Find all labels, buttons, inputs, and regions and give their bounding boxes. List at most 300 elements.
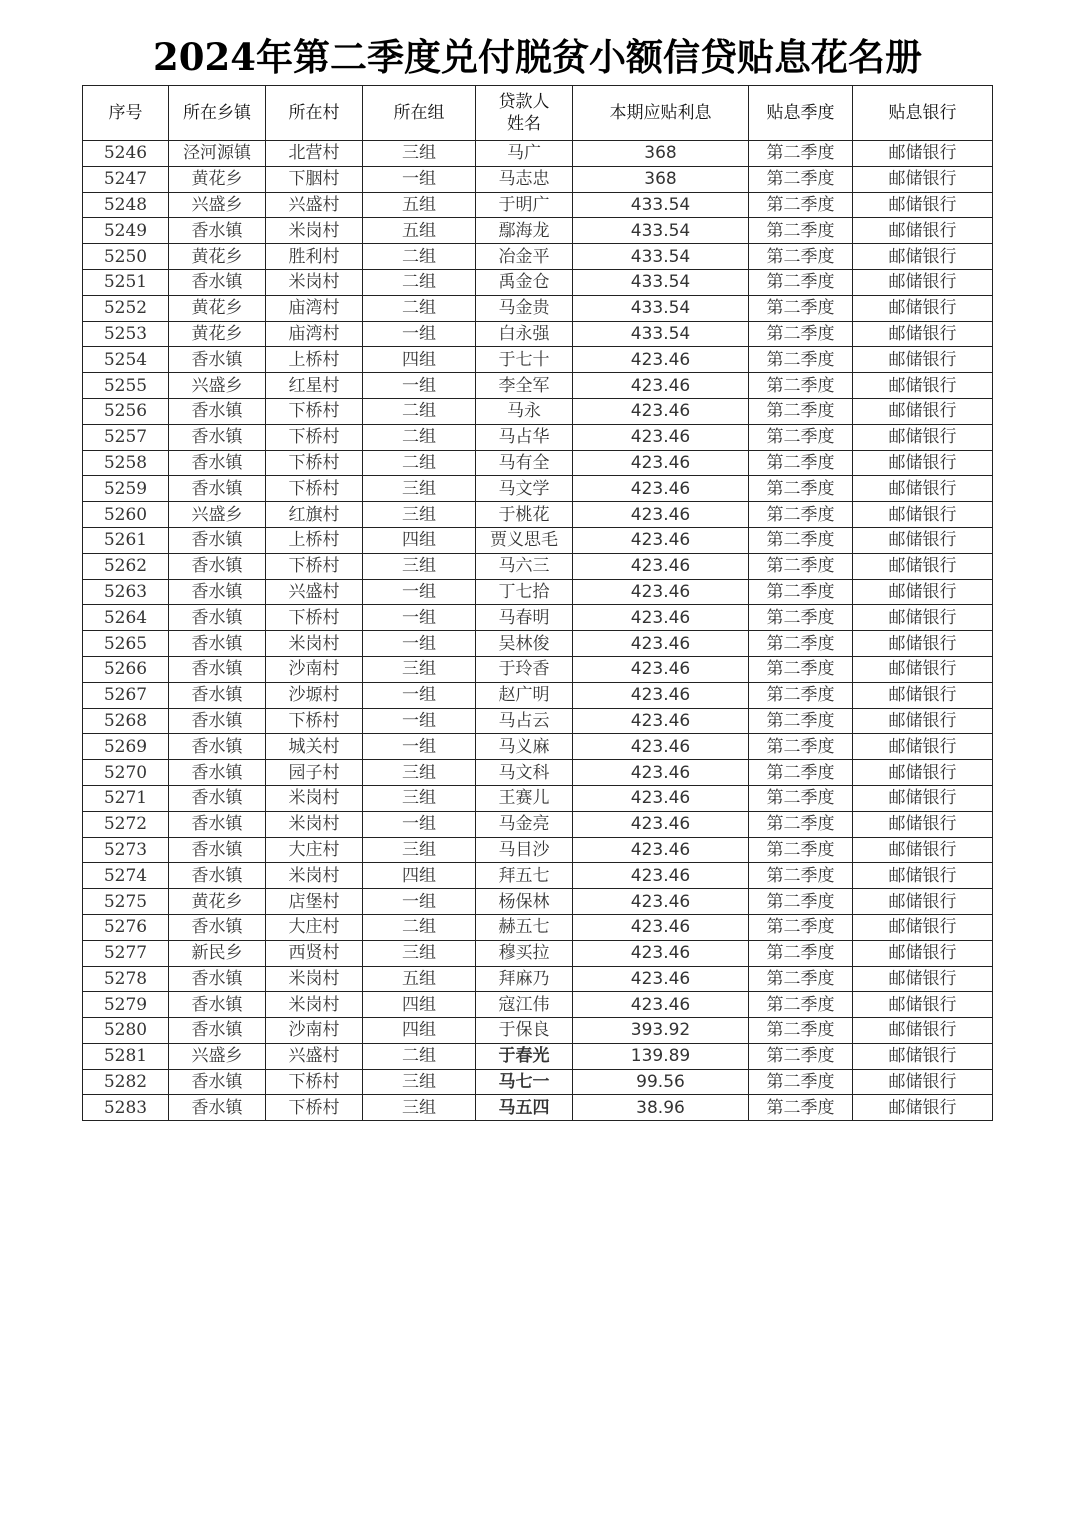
table-row xyxy=(83,734,993,760)
cell-interest: 423.46 xyxy=(573,450,749,476)
cell-village: 米岗村 xyxy=(266,218,363,244)
cell-town: 香水镇 xyxy=(169,527,266,553)
cell-borrower-name: 白永强 xyxy=(476,321,573,347)
cell-borrower-name: 马永 xyxy=(476,398,573,424)
cell-group: 三组 xyxy=(363,785,476,811)
table-row xyxy=(83,708,993,734)
cell-quarter: 第二季度 xyxy=(749,502,853,528)
cell-town: 兴盛乡 xyxy=(169,373,266,399)
cell-town: 香水镇 xyxy=(169,785,266,811)
table-row xyxy=(83,269,993,295)
cell-borrower-name: 马六三 xyxy=(476,553,573,579)
cell-interest: 423.46 xyxy=(573,863,749,889)
cell-bank: 邮储银行 xyxy=(853,244,993,270)
cell-bank: 邮储银行 xyxy=(853,502,993,528)
cell-no: 5272 xyxy=(83,811,169,837)
cell-quarter: 第二季度 xyxy=(749,631,853,657)
cell-village: 米岗村 xyxy=(266,631,363,657)
cell-no: 5246 xyxy=(83,141,169,167)
table-row xyxy=(83,1043,993,1069)
cell-bank: 邮储银行 xyxy=(853,321,993,347)
cell-bank: 邮储银行 xyxy=(853,631,993,657)
cell-no: 5264 xyxy=(83,605,169,631)
cell-interest: 423.46 xyxy=(573,708,749,734)
cell-group: 四组 xyxy=(363,863,476,889)
cell-village: 下桥村 xyxy=(266,398,363,424)
cell-group: 一组 xyxy=(363,631,476,657)
cell-borrower-name: 马占云 xyxy=(476,708,573,734)
cell-borrower-name: 马有全 xyxy=(476,450,573,476)
table-row xyxy=(83,1018,993,1044)
cell-interest: 423.46 xyxy=(573,940,749,966)
cell-interest: 423.46 xyxy=(573,424,749,450)
cell-no: 5269 xyxy=(83,734,169,760)
cell-group: 二组 xyxy=(363,914,476,940)
cell-quarter: 第二季度 xyxy=(749,1095,853,1121)
cell-group: 一组 xyxy=(363,373,476,399)
cell-interest: 423.46 xyxy=(573,734,749,760)
table-row xyxy=(83,321,993,347)
cell-town: 香水镇 xyxy=(169,1018,266,1044)
cell-bank: 邮储银行 xyxy=(853,992,993,1018)
cell-village: 大庄村 xyxy=(266,914,363,940)
cell-interest: 423.46 xyxy=(573,811,749,837)
cell-quarter: 第二季度 xyxy=(749,760,853,786)
cell-bank: 邮储银行 xyxy=(853,450,993,476)
cell-town: 兴盛乡 xyxy=(169,1043,266,1069)
cell-quarter: 第二季度 xyxy=(749,347,853,373)
table-row xyxy=(83,218,993,244)
cell-bank: 邮储银行 xyxy=(853,373,993,399)
cell-no: 5277 xyxy=(83,940,169,966)
cell-no: 5283 xyxy=(83,1095,169,1121)
cell-group: 三组 xyxy=(363,837,476,863)
cell-no: 5251 xyxy=(83,269,169,295)
cell-interest: 423.46 xyxy=(573,966,749,992)
cell-borrower-name: 冶金平 xyxy=(476,244,573,270)
cell-bank: 邮储银行 xyxy=(853,1043,993,1069)
cell-bank: 邮储银行 xyxy=(853,166,993,192)
cell-group: 三组 xyxy=(363,1095,476,1121)
cell-group: 一组 xyxy=(363,321,476,347)
cell-bank: 邮储银行 xyxy=(853,708,993,734)
cell-interest: 423.46 xyxy=(573,398,749,424)
cell-village: 下桥村 xyxy=(266,1095,363,1121)
cell-village: 沙塬村 xyxy=(266,682,363,708)
cell-borrower-name: 穆买拉 xyxy=(476,940,573,966)
cell-quarter: 第二季度 xyxy=(749,141,853,167)
cell-bank: 邮储银行 xyxy=(853,347,993,373)
cell-bank: 邮储银行 xyxy=(853,889,993,915)
cell-no: 5275 xyxy=(83,889,169,915)
cell-no: 5271 xyxy=(83,785,169,811)
cell-bank: 邮储银行 xyxy=(853,579,993,605)
table-row xyxy=(83,527,993,553)
cell-no: 5261 xyxy=(83,527,169,553)
cell-bank: 邮储银行 xyxy=(853,682,993,708)
cell-town: 香水镇 xyxy=(169,914,266,940)
cell-group: 一组 xyxy=(363,166,476,192)
cell-village: 兴盛村 xyxy=(266,192,363,218)
cell-interest: 423.46 xyxy=(573,553,749,579)
header-no: 序号 xyxy=(83,86,169,141)
cell-group: 二组 xyxy=(363,450,476,476)
cell-quarter: 第二季度 xyxy=(749,837,853,863)
cell-no: 5250 xyxy=(83,244,169,270)
cell-village: 下桥村 xyxy=(266,1069,363,1095)
cell-group: 二组 xyxy=(363,269,476,295)
cell-group: 三组 xyxy=(363,656,476,682)
cell-bank: 邮储银行 xyxy=(853,192,993,218)
cell-quarter: 第二季度 xyxy=(749,244,853,270)
cell-no: 5281 xyxy=(83,1043,169,1069)
cell-group: 三组 xyxy=(363,502,476,528)
cell-group: 一组 xyxy=(363,682,476,708)
cell-borrower-name: 马金贵 xyxy=(476,295,573,321)
cell-village: 下桥村 xyxy=(266,450,363,476)
cell-no: 5255 xyxy=(83,373,169,399)
cell-interest: 423.46 xyxy=(573,527,749,553)
cell-village: 上桥村 xyxy=(266,347,363,373)
cell-quarter: 第二季度 xyxy=(749,966,853,992)
table-row xyxy=(83,579,993,605)
cell-interest: 99.56 xyxy=(573,1069,749,1095)
header-quarter: 贴息季度 xyxy=(749,86,853,141)
subsidy-roster-table xyxy=(82,85,993,1121)
cell-borrower-name: 马广 xyxy=(476,141,573,167)
cell-interest: 423.46 xyxy=(573,605,749,631)
cell-town: 香水镇 xyxy=(169,734,266,760)
cell-bank: 邮储银行 xyxy=(853,605,993,631)
table-body xyxy=(83,141,993,1121)
cell-town: 香水镇 xyxy=(169,605,266,631)
cell-town: 香水镇 xyxy=(169,450,266,476)
cell-town: 兴盛乡 xyxy=(169,192,266,218)
table-row xyxy=(83,450,993,476)
cell-town: 香水镇 xyxy=(169,347,266,373)
cell-quarter: 第二季度 xyxy=(749,553,853,579)
cell-group: 一组 xyxy=(363,605,476,631)
cell-town: 香水镇 xyxy=(169,837,266,863)
cell-borrower-name: 于七十 xyxy=(476,347,573,373)
cell-quarter: 第二季度 xyxy=(749,1018,853,1044)
cell-borrower-name: 马文科 xyxy=(476,760,573,786)
cell-quarter: 第二季度 xyxy=(749,992,853,1018)
table-row xyxy=(83,811,993,837)
cell-town: 兴盛乡 xyxy=(169,502,266,528)
cell-no: 5266 xyxy=(83,656,169,682)
cell-quarter: 第二季度 xyxy=(749,476,853,502)
cell-borrower-name: 马金亮 xyxy=(476,811,573,837)
cell-village: 北营村 xyxy=(266,141,363,167)
cell-town: 香水镇 xyxy=(169,682,266,708)
cell-no: 5249 xyxy=(83,218,169,244)
cell-borrower-name: 赫五七 xyxy=(476,914,573,940)
cell-town: 香水镇 xyxy=(169,218,266,244)
cell-no: 5282 xyxy=(83,1069,169,1095)
cell-borrower-name: 禹金仓 xyxy=(476,269,573,295)
cell-no: 5274 xyxy=(83,863,169,889)
cell-bank: 邮储银行 xyxy=(853,398,993,424)
header-group: 所在组 xyxy=(363,86,476,141)
header-village: 所在村 xyxy=(266,86,363,141)
table-row xyxy=(83,837,993,863)
cell-group: 三组 xyxy=(363,760,476,786)
table-row xyxy=(83,966,993,992)
cell-town: 新民乡 xyxy=(169,940,266,966)
cell-village: 米岗村 xyxy=(266,966,363,992)
cell-quarter: 第二季度 xyxy=(749,1069,853,1095)
cell-quarter: 第二季度 xyxy=(749,398,853,424)
cell-village: 店堡村 xyxy=(266,889,363,915)
cell-quarter: 第二季度 xyxy=(749,914,853,940)
cell-no: 5259 xyxy=(83,476,169,502)
cell-interest: 433.54 xyxy=(573,218,749,244)
cell-interest: 423.46 xyxy=(573,476,749,502)
cell-no: 5254 xyxy=(83,347,169,373)
cell-town: 黄花乡 xyxy=(169,321,266,347)
cell-bank: 邮储银行 xyxy=(853,218,993,244)
cell-village: 红旗村 xyxy=(266,502,363,528)
cell-borrower-name: 拜五七 xyxy=(476,863,573,889)
table-row xyxy=(83,656,993,682)
cell-borrower-name: 马五四 xyxy=(476,1095,573,1121)
cell-interest: 368 xyxy=(573,166,749,192)
cell-no: 5280 xyxy=(83,1018,169,1044)
cell-village: 兴盛村 xyxy=(266,579,363,605)
table-row xyxy=(83,785,993,811)
table-row xyxy=(83,553,993,579)
cell-no: 5263 xyxy=(83,579,169,605)
cell-town: 香水镇 xyxy=(169,424,266,450)
cell-town: 香水镇 xyxy=(169,269,266,295)
cell-interest: 139.89 xyxy=(573,1043,749,1069)
table-row xyxy=(83,141,993,167)
cell-borrower-name: 赵广明 xyxy=(476,682,573,708)
cell-bank: 邮储银行 xyxy=(853,476,993,502)
cell-quarter: 第二季度 xyxy=(749,424,853,450)
cell-bank: 邮储银行 xyxy=(853,1069,993,1095)
cell-group: 三组 xyxy=(363,1069,476,1095)
cell-village: 米岗村 xyxy=(266,269,363,295)
cell-bank: 邮储银行 xyxy=(853,295,993,321)
cell-quarter: 第二季度 xyxy=(749,373,853,399)
cell-borrower-name: 马目沙 xyxy=(476,837,573,863)
cell-group: 四组 xyxy=(363,527,476,553)
cell-town: 香水镇 xyxy=(169,1095,266,1121)
cell-group: 二组 xyxy=(363,244,476,270)
cell-no: 5270 xyxy=(83,760,169,786)
cell-no: 5276 xyxy=(83,914,169,940)
cell-borrower-name: 鄢海龙 xyxy=(476,218,573,244)
cell-town: 香水镇 xyxy=(169,553,266,579)
cell-village: 庙湾村 xyxy=(266,321,363,347)
cell-no: 5267 xyxy=(83,682,169,708)
cell-interest: 423.46 xyxy=(573,631,749,657)
table-row xyxy=(83,682,993,708)
cell-borrower-name: 马占华 xyxy=(476,424,573,450)
cell-no: 5252 xyxy=(83,295,169,321)
table-row xyxy=(83,476,993,502)
cell-group: 三组 xyxy=(363,553,476,579)
cell-no: 5268 xyxy=(83,708,169,734)
cell-town: 香水镇 xyxy=(169,760,266,786)
cell-borrower-name: 吴林俊 xyxy=(476,631,573,657)
cell-bank: 邮储银行 xyxy=(853,1018,993,1044)
cell-borrower-name: 马春明 xyxy=(476,605,573,631)
table-row xyxy=(83,192,993,218)
cell-group: 三组 xyxy=(363,476,476,502)
cell-no: 5278 xyxy=(83,966,169,992)
cell-town: 黄花乡 xyxy=(169,166,266,192)
cell-village: 米岗村 xyxy=(266,785,363,811)
cell-town: 黄花乡 xyxy=(169,295,266,321)
cell-interest: 423.46 xyxy=(573,837,749,863)
cell-village: 下胭村 xyxy=(266,166,363,192)
table-row xyxy=(83,1069,993,1095)
cell-interest: 423.46 xyxy=(573,889,749,915)
cell-group: 三组 xyxy=(363,940,476,966)
cell-group: 五组 xyxy=(363,966,476,992)
cell-group: 四组 xyxy=(363,992,476,1018)
cell-bank: 邮储银行 xyxy=(853,863,993,889)
cell-village: 上桥村 xyxy=(266,527,363,553)
document-title: 2024年第二季度兑付脱贫小额信贷贴息花名册 xyxy=(153,35,922,79)
cell-village: 庙湾村 xyxy=(266,295,363,321)
cell-village: 米岗村 xyxy=(266,992,363,1018)
cell-town: 香水镇 xyxy=(169,1069,266,1095)
cell-borrower-name: 于桃花 xyxy=(476,502,573,528)
cell-interest: 433.54 xyxy=(573,244,749,270)
cell-no: 5248 xyxy=(83,192,169,218)
header-bank: 贴息银行 xyxy=(853,86,993,141)
cell-group: 一组 xyxy=(363,579,476,605)
cell-no: 5257 xyxy=(83,424,169,450)
cell-borrower-name: 马义麻 xyxy=(476,734,573,760)
cell-quarter: 第二季度 xyxy=(749,785,853,811)
cell-village: 下桥村 xyxy=(266,708,363,734)
cell-group: 五组 xyxy=(363,192,476,218)
cell-quarter: 第二季度 xyxy=(749,579,853,605)
cell-interest: 423.46 xyxy=(573,579,749,605)
cell-interest: 423.46 xyxy=(573,682,749,708)
cell-group: 三组 xyxy=(363,141,476,167)
cell-town: 香水镇 xyxy=(169,708,266,734)
cell-quarter: 第二季度 xyxy=(749,218,853,244)
table-row xyxy=(83,863,993,889)
cell-no: 5260 xyxy=(83,502,169,528)
cell-bank: 邮储银行 xyxy=(853,785,993,811)
cell-town: 香水镇 xyxy=(169,398,266,424)
cell-town: 香水镇 xyxy=(169,631,266,657)
cell-quarter: 第二季度 xyxy=(749,940,853,966)
cell-quarter: 第二季度 xyxy=(749,527,853,553)
cell-village: 下桥村 xyxy=(266,553,363,579)
cell-quarter: 第二季度 xyxy=(749,708,853,734)
table-row xyxy=(83,760,993,786)
cell-quarter: 第二季度 xyxy=(749,321,853,347)
cell-no: 5262 xyxy=(83,553,169,579)
cell-interest: 38.96 xyxy=(573,1095,749,1121)
cell-group: 一组 xyxy=(363,734,476,760)
cell-town: 香水镇 xyxy=(169,863,266,889)
cell-interest: 423.46 xyxy=(573,502,749,528)
table-header-row xyxy=(83,86,993,141)
cell-town: 黄花乡 xyxy=(169,244,266,270)
cell-quarter: 第二季度 xyxy=(749,605,853,631)
cell-quarter: 第二季度 xyxy=(749,734,853,760)
cell-interest: 393.92 xyxy=(573,1018,749,1044)
cell-bank: 邮储银行 xyxy=(853,1095,993,1121)
table-row xyxy=(83,424,993,450)
cell-village: 红星村 xyxy=(266,373,363,399)
cell-quarter: 第二季度 xyxy=(749,682,853,708)
table-row xyxy=(83,605,993,631)
cell-group: 二组 xyxy=(363,424,476,450)
cell-group: 二组 xyxy=(363,1043,476,1069)
cell-borrower-name: 于保良 xyxy=(476,1018,573,1044)
cell-bank: 邮储银行 xyxy=(853,424,993,450)
cell-interest: 423.46 xyxy=(573,656,749,682)
cell-borrower-name: 寇江伟 xyxy=(476,992,573,1018)
cell-borrower-name: 杨保林 xyxy=(476,889,573,915)
cell-village: 沙南村 xyxy=(266,656,363,682)
cell-village: 兴盛村 xyxy=(266,1043,363,1069)
cell-interest: 433.54 xyxy=(573,192,749,218)
cell-town: 香水镇 xyxy=(169,656,266,682)
cell-quarter: 第二季度 xyxy=(749,889,853,915)
table-row xyxy=(83,914,993,940)
cell-village: 园子村 xyxy=(266,760,363,786)
cell-town: 香水镇 xyxy=(169,579,266,605)
table-row xyxy=(83,347,993,373)
cell-village: 城关村 xyxy=(266,734,363,760)
cell-interest: 423.46 xyxy=(573,914,749,940)
cell-no: 5265 xyxy=(83,631,169,657)
cell-bank: 邮储银行 xyxy=(853,940,993,966)
cell-bank: 邮储银行 xyxy=(853,760,993,786)
table-row xyxy=(83,1095,993,1121)
table-row xyxy=(83,889,993,915)
table-row xyxy=(83,502,993,528)
cell-village: 沙南村 xyxy=(266,1018,363,1044)
cell-town: 泾河源镇 xyxy=(169,141,266,167)
cell-group: 二组 xyxy=(363,398,476,424)
cell-interest: 423.46 xyxy=(573,347,749,373)
cell-interest: 423.46 xyxy=(573,785,749,811)
cell-group: 一组 xyxy=(363,889,476,915)
cell-no: 5279 xyxy=(83,992,169,1018)
cell-interest: 433.54 xyxy=(573,321,749,347)
cell-borrower-name: 贾义思毛 xyxy=(476,527,573,553)
cell-quarter: 第二季度 xyxy=(749,192,853,218)
cell-group: 四组 xyxy=(363,1018,476,1044)
cell-borrower-name: 丁七拾 xyxy=(476,579,573,605)
cell-borrower-name: 于春光 xyxy=(476,1043,573,1069)
cell-borrower-name: 于明广 xyxy=(476,192,573,218)
cell-borrower-name: 李全军 xyxy=(476,373,573,399)
cell-bank: 邮储银行 xyxy=(853,837,993,863)
cell-interest: 423.46 xyxy=(573,760,749,786)
cell-bank: 邮储银行 xyxy=(853,914,993,940)
cell-town: 香水镇 xyxy=(169,992,266,1018)
cell-borrower-name: 拜麻乃 xyxy=(476,966,573,992)
cell-bank: 邮储银行 xyxy=(853,966,993,992)
cell-bank: 邮储银行 xyxy=(853,527,993,553)
cell-village: 米岗村 xyxy=(266,811,363,837)
cell-borrower-name: 王赛儿 xyxy=(476,785,573,811)
cell-group: 四组 xyxy=(363,347,476,373)
